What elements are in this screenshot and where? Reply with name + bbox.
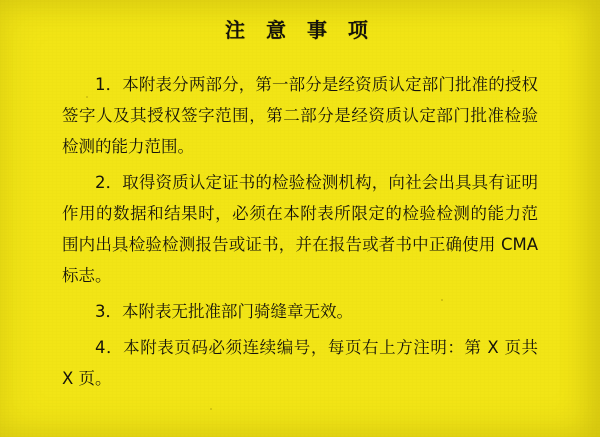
paragraph-number: 2．: [95, 173, 123, 192]
notice-paragraph: [62, 69, 538, 162]
paper-speck: [210, 408, 212, 410]
paragraph-text: 取得资质认定证书的检验检测机构，向社会出具具有证明作用的数据和结果时，必须在本附表所限定的检验检测的能力范围内出具检验检测报告或证书，并在报告或者书中正确使用 CMA 标志。: [62, 173, 539, 285]
paragraph-text: 本附表无批准部门骑缝章无效。: [122, 302, 353, 321]
page-title: 注 意 事 项: [225, 18, 375, 42]
paragraph-text: 本附表分两部分，第一部分是经资质认定部门批准的授权签字人及其授权签字范围，第二部分是经资质认定部门批准检验检测的能力范围。: [62, 75, 539, 156]
paragraph-text: 本附表页码必须连续编号，每页右上方注明：第 X 页共 X 页。: [62, 338, 539, 388]
notice-paragraph: [62, 296, 538, 327]
notice-paragraph: [62, 167, 538, 291]
paragraph-number: 4．: [95, 338, 124, 357]
paragraph-number: 3．: [95, 302, 122, 321]
document-content: [0, 14, 600, 394]
notice-paragraph-list: [62, 69, 538, 394]
paragraph-number: 1．: [95, 75, 123, 94]
notice-paragraph: [62, 332, 538, 394]
